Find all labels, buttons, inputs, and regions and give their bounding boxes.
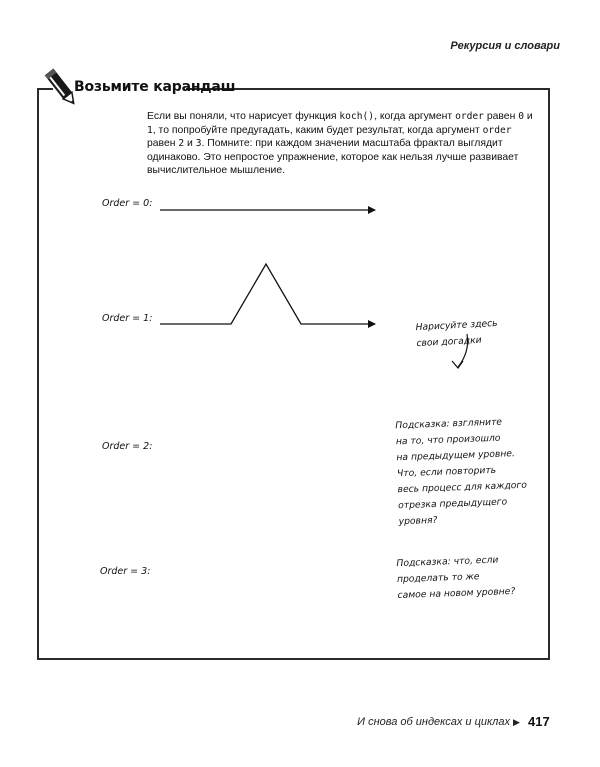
order-1-label: Order = 1: [102,313,153,324]
hint-2-note: Подсказка: что, если проделать то же самое на новом уровне? [396,554,516,602]
order-3-label: Order = 3: [100,566,151,577]
page-number: 417 [528,714,550,729]
footer-section-title: И снова об индексах и циклах [357,716,510,728]
order-1-curve [160,264,375,324]
hint-1-note: Подсказка: взгляните на то, что произошло на предыдущем уровне. Что, если повторить весь процесс для каждого отрезка предыдущего уровня? [395,416,528,528]
footer-triangle-icon: ▶ [513,717,520,727]
exercise-intro: Если вы поняли, что нарисует функция koch(), когда аргумент order равен 0 и 1, то попробуйте предугадать, каким будет результат, когда аргумент order равен 2 и 3. Помните: при каждом значении масштаба фрактал выглядит одинаково. Это непростое упражнение, которое как нельзя лучше развивает вычислительное мышление. [147,111,533,176]
exercise-title: Возьмите карандаш [74,79,236,95]
order-2-label: Order = 2: [102,441,153,452]
guess-note: Нарисуйте здесь свои догадки [415,317,498,350]
order-0-label: Order = 0: [102,198,153,209]
running-head: Рекурсия и словари [450,40,560,52]
